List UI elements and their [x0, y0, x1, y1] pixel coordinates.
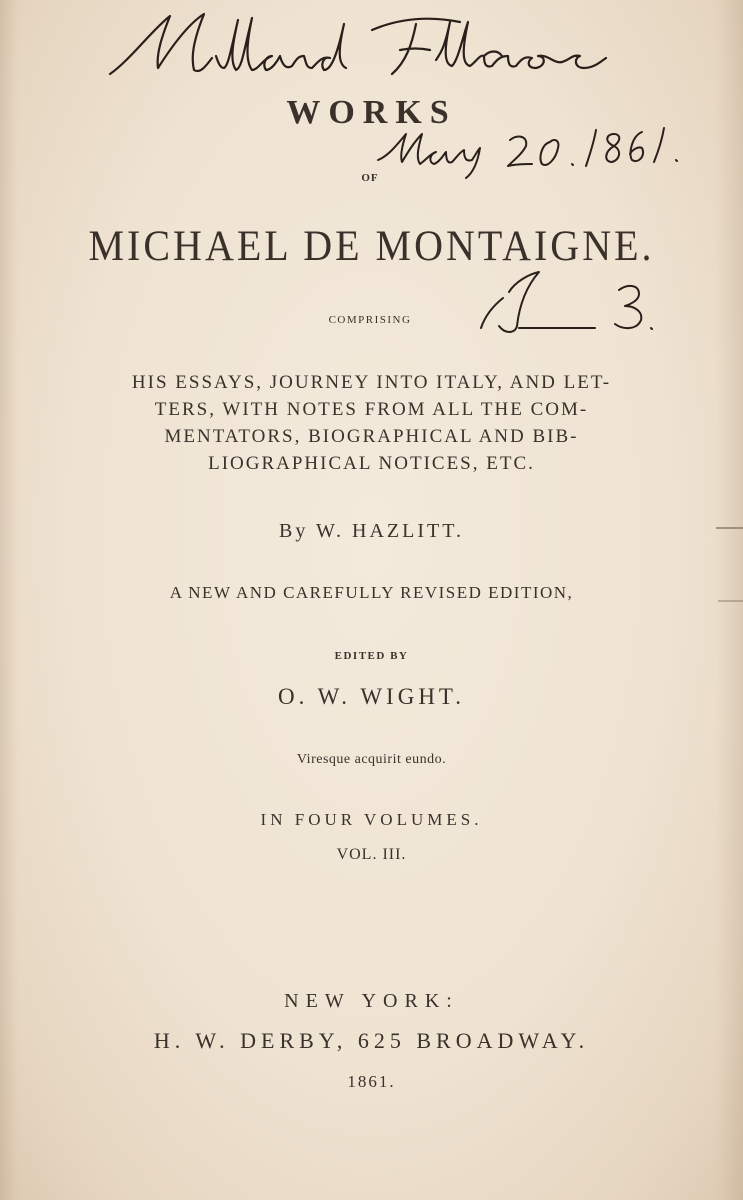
description-line: MENTATORS, BIOGRAPHICAL AND BIB- — [164, 426, 579, 447]
handwritten-shelf-mark — [475, 268, 675, 340]
description-line: LIOGRAPHICAL NOTICES, ETC. — [208, 453, 535, 474]
imprint-city: NEW YORK: — [284, 990, 459, 1012]
edited-by-label: EDITED BY — [334, 650, 409, 662]
description-line: TERS, WITH NOTES FROM ALL THE COM- — [154, 399, 589, 420]
description-line: HIS ESSAYS, JOURNEY INTO ITALY, AND LET- — [131, 372, 612, 393]
heading-works: WORKS — [286, 94, 457, 131]
book-title: MICHAEL DE MONTAIGNE. — [88, 221, 655, 270]
volume-number: VOL. III. — [336, 846, 407, 863]
motto: Viresque acquirit eundo. — [296, 752, 447, 767]
handwritten-signature — [100, 10, 620, 85]
edition-line: A NEW AND CAREFULLY REVISED EDITION, — [169, 583, 574, 602]
author-line: By W. HAZLITT. — [279, 520, 464, 542]
heading-of: OF — [361, 172, 379, 184]
volumes-line: IN FOUR VOLUMES. — [260, 810, 483, 829]
editor-name: O. W. WIGHT. — [277, 684, 466, 709]
imprint-publisher: H. W. DERBY, 625 BROADWAY. — [153, 1028, 590, 1053]
comprising-label: COMPRISING — [328, 314, 412, 326]
imprint-year: 1861. — [347, 1072, 396, 1091]
